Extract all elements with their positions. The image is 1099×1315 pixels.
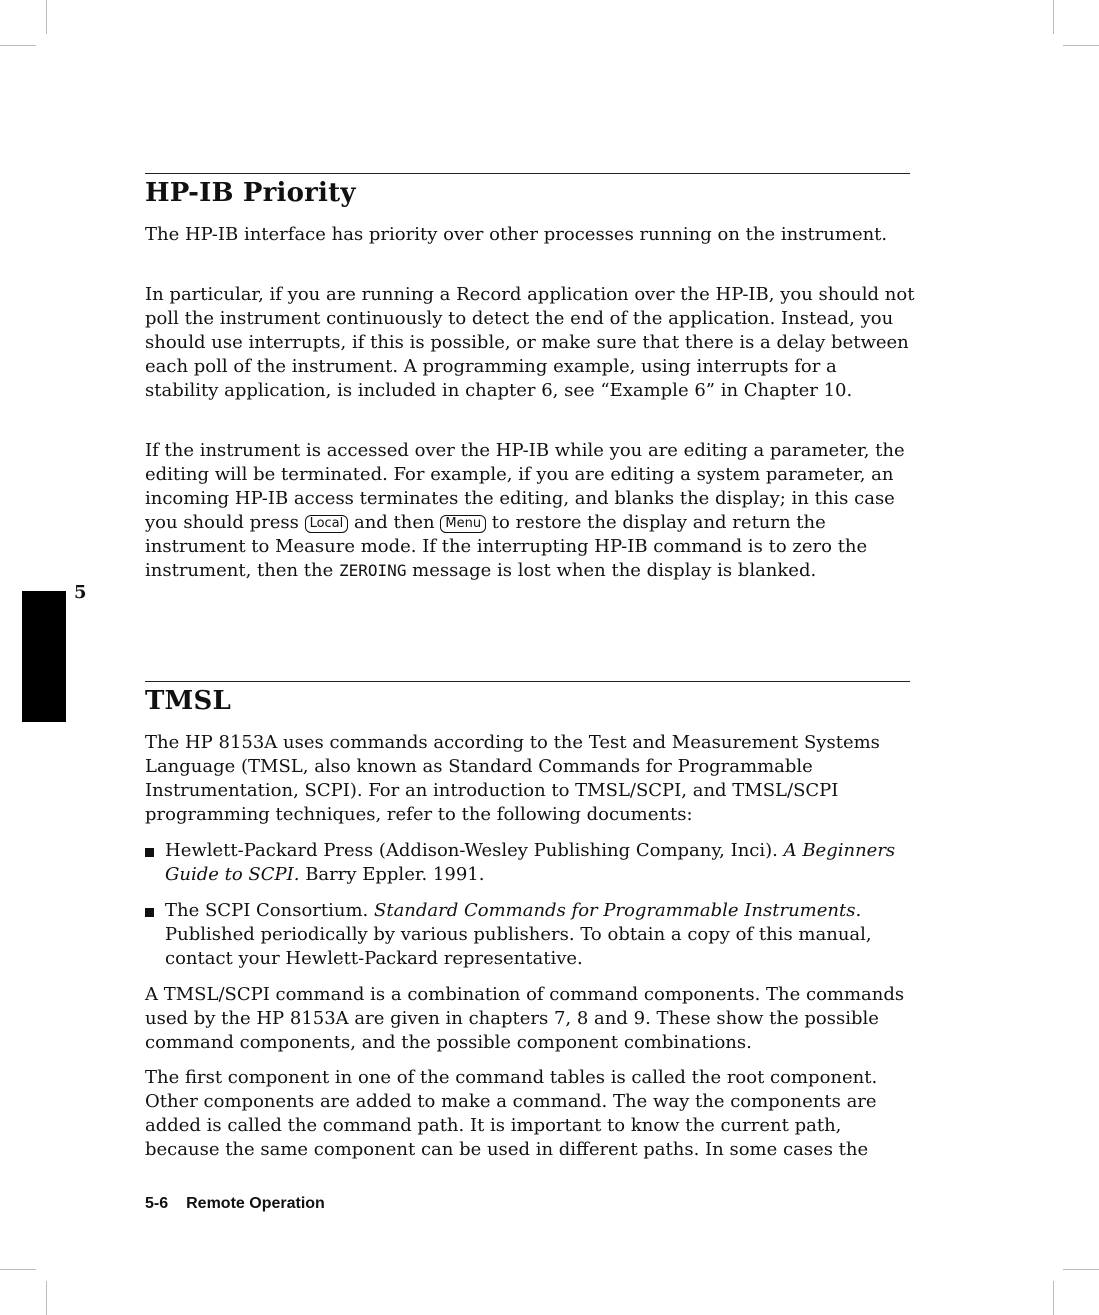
paragraph-text: to restore the display and return the instrument to Measure mode. If the interrupting HP-IB command is to zero the instrument, then the — [145, 512, 868, 581]
paragraph-text: and then — [348, 512, 441, 533]
list-item — [145, 839, 915, 887]
section-title-tmsl: TMSL — [145, 686, 231, 716]
paragraph: The HP-IB interface has priority over other processes running on the instrument. — [145, 224, 888, 245]
chapter-tab-number: 5 — [74, 582, 87, 603]
list-item — [145, 899, 915, 971]
section-title-hpib-priority: HP-IB Priority — [145, 178, 356, 208]
local-key: Local — [305, 515, 349, 533]
crop-mark-bottom-right-h — [1063, 1269, 1099, 1270]
chapter-tab — [22, 591, 66, 722]
crop-mark-bottom-left-h — [0, 1269, 36, 1270]
crop-mark-bottom-right-v — [1053, 1281, 1054, 1315]
section-rule — [145, 173, 910, 174]
reference-list — [145, 839, 915, 983]
zeroing-message: ZEROING — [339, 561, 407, 580]
list-item-text: The SCPI Consortium. — [165, 900, 374, 921]
paragraph: The first component in one of the command tables is called the root component. Other components are added to make a command. The way the components are added is called the command path. It is important to know the current path, because the same component can be used in different paths. In some cases the — [145, 1067, 878, 1160]
page-footer — [145, 1195, 325, 1213]
list-item-text: Barry Eppler. 1991. — [299, 864, 485, 885]
crop-mark-top-right-v — [1053, 0, 1054, 34]
list-item-text: Published periodically by various publishers. To obtain a copy of this manual, contact your Hewlett-Packard representative. — [165, 924, 872, 969]
page-number: 5-6 — [145, 1195, 169, 1212]
paragraph-text: message is lost when the display is blanked. — [406, 560, 817, 581]
paragraph: The HP 8153A uses commands according to the Test and Measurement Systems Language (TMSL, also known as Standard Commands for Programmable Instrumentation, SCPI). For an introduction to TMSL/SCPI, and TMSL/SCPI programming techniques, refer to the following documents: — [145, 732, 880, 825]
crop-mark-top-right-h — [1063, 45, 1099, 46]
paragraph: In particular, if you are running a Record application over the HP-IB, you should not poll the instrument continuously to detect the end of the application. Instead, you should use interrupts, if this is possible, or make sure that there is a delay between each poll of the instrument. A programming example, using interrupts for a stability application, is included in chapter 6, see “Example 6” in Chapter 10. — [145, 284, 915, 401]
paragraph — [145, 439, 915, 583]
crop-mark-bottom-left-v — [46, 1281, 47, 1315]
footer-title: Remote Operation — [186, 1195, 325, 1212]
bullet-icon — [145, 908, 154, 917]
menu-key: Menu — [440, 515, 486, 533]
list-item-text: Hewlett-Packard Press (Addison-Wesley Publishing Company, Inci). — [165, 840, 784, 861]
book-title: A Beginners Guide to SCPI. — [165, 840, 896, 885]
crop-mark-top-left-v — [46, 0, 47, 34]
crop-mark-top-left-h — [0, 45, 36, 46]
book-title: Standard Commands for Programmable Instruments. — [374, 900, 862, 921]
section-rule — [145, 681, 910, 682]
paragraph-text: If the instrument is accessed over the HP-IB while you are editing a parameter, the editing will be terminated. For example, if you are editing a system parameter, an incoming HP-IB access terminates the editing, and blanks the display; in this case you should press — [145, 440, 905, 533]
bullet-icon — [145, 848, 154, 857]
paragraph: A TMSL/SCPI command is a combination of command components. The commands used by the HP 8153A are given in chapters 7, 8 and 9. These show the possible command components, and the possible component combinations. — [145, 984, 905, 1053]
